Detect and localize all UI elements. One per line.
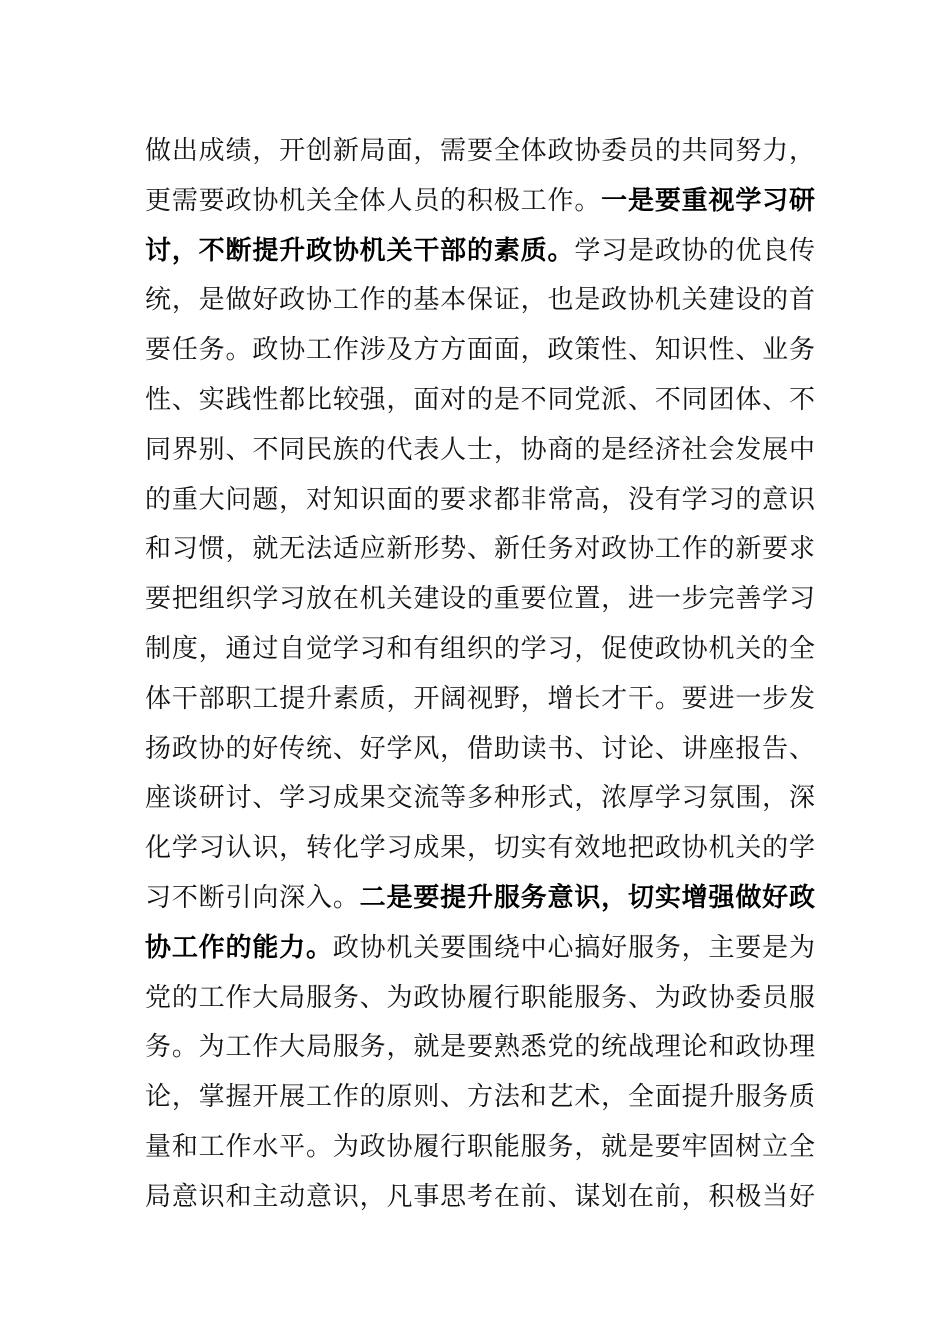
text-segment: 量和工作水平。为政协履行职能服务，就是要牢固树立全 [145, 1131, 815, 1162]
text-line [145, 824, 815, 874]
text-line [145, 476, 815, 526]
text-segment: 党的工作大局服务、为政协履行职能服务、为政协委员服 [145, 982, 815, 1013]
text-segment: 论，掌握开展工作的原则、方法和艺术，全面提升服务质 [145, 1082, 815, 1113]
text-line [145, 974, 815, 1024]
body-paragraph [145, 127, 815, 1223]
text-segment: 政协机关要围绕中心搞好服务，主要是为 [332, 932, 815, 963]
text-segment: 座谈研讨、学习成果交流等多种形式，浓厚学习氛围，深 [145, 783, 815, 814]
text-segment: 务。为工作大局服务，就是要熟悉党的统战理论和政协理 [145, 1032, 815, 1063]
text-line [145, 426, 815, 476]
bold-text-segment: 协工作的能力。 [145, 932, 333, 963]
text-segment: 性、实践性都比较强，面对的是不同党派、不同团体、不 [145, 384, 815, 415]
bold-text-segment: 讨，不断提升政协机关干部的素质。 [145, 235, 575, 266]
text-segment: 学习是政协的优良传 [574, 235, 815, 266]
text-segment: 制度，通过自觉学习和有组织的学习，促使政协机关的全 [145, 633, 815, 664]
text-segment: 的重大问题，对知识面的要求都非常高，没有学习的意识 [145, 484, 815, 515]
text-line [145, 924, 815, 974]
text-line [145, 1023, 815, 1073]
text-segment: 更需要政协机关全体人员的积极工作。 [145, 185, 602, 216]
text-line [145, 525, 815, 575]
text-line [145, 326, 815, 376]
text-segment: 习不断引向深入。 [145, 882, 360, 913]
text-line [145, 725, 815, 775]
text-line [145, 127, 815, 177]
text-line [145, 227, 815, 277]
text-segment: 体干部职工提升素质，开阔视野，增长才干。要进一步发 [145, 683, 815, 714]
text-line [145, 276, 815, 326]
text-line [145, 774, 815, 824]
bold-text-segment: 一是要重视学习研 [601, 185, 815, 216]
text-line [145, 1123, 815, 1173]
text-segment: 做出成绩，开创新局面，需要全体政协委员的共同努力， [145, 136, 815, 166]
text-line [145, 675, 815, 725]
text-line [145, 575, 815, 625]
text-segment: 统，是做好政协工作的基本保证，也是政协机关建设的首 [145, 285, 815, 316]
text-line [145, 1073, 815, 1123]
text-segment: 局意识和主动意识，凡事思考在前、谋划在前，积极当好 [145, 1181, 815, 1212]
text-segment: 要把组织学习放在机关建设的重要位置，进一步完善学习 [145, 584, 815, 615]
text-line [145, 177, 815, 227]
bold-text-segment: 二是要提升服务意识，切实增强做好政 [359, 882, 815, 913]
text-line [145, 1173, 815, 1223]
text-segment: 和习惯，就无法适应新形势、新任务对政协工作的新要求 [145, 534, 815, 565]
text-segment: 同界别、不同民族的代表人士，协商的是经济社会发展中 [145, 434, 815, 465]
text-line [145, 376, 815, 426]
text-line [145, 874, 815, 924]
text-segment: 扬政协的好传统、好学风，借助读书、讨论、讲座报告、 [145, 733, 815, 764]
text-segment: 要任务。政协工作涉及方方面面，政策性、知识性、业务 [145, 335, 815, 366]
text-line [145, 625, 815, 675]
text-segment: 化学习认识，转化学习成果，切实有效地把政协机关的学 [145, 833, 815, 864]
